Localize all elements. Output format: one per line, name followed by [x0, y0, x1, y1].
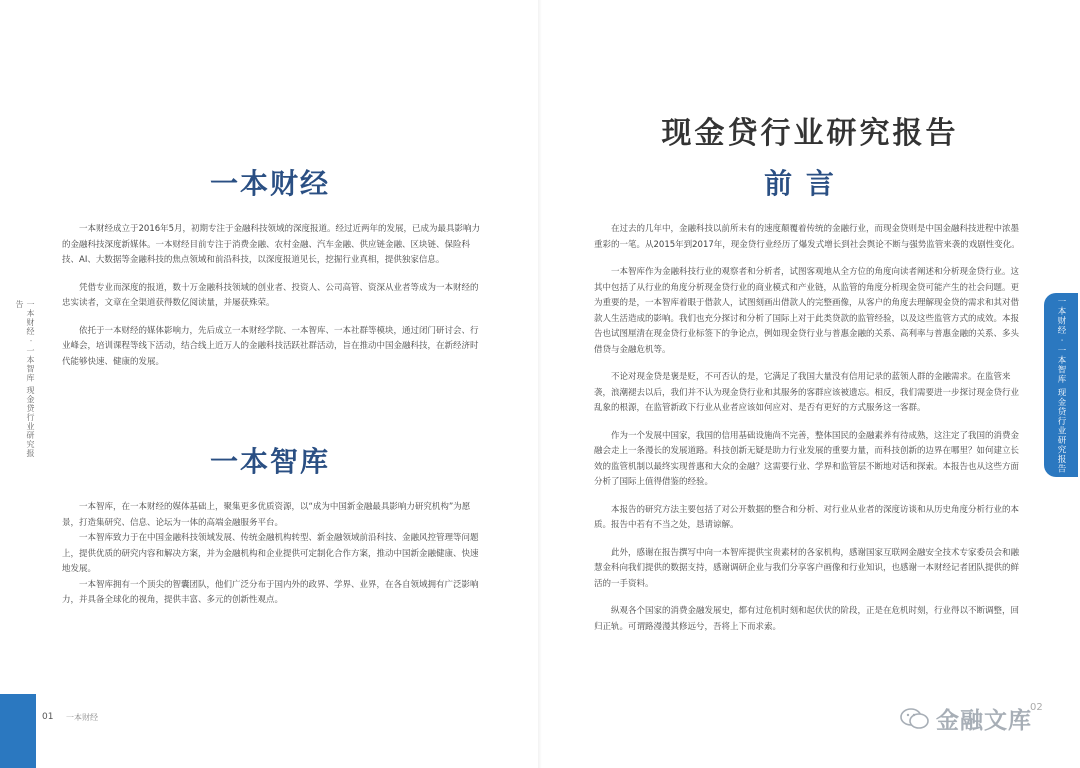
chapter-side-tab	[1044, 293, 1078, 477]
page-number-right: 02	[1030, 702, 1043, 713]
section-zhiku-body	[62, 500, 486, 609]
paragraph: 一本财经成立于2016年5月，初期专注于金融科技领域的深度报道。经过近两年的发展，已成为最具影响力的金融科技深度新媒体。一本财经目前专注于消费金融、农村金融、汽车金融、供应链金融、区块链、保险科技、AI、大数据等金融科技的焦点领域和前沿科技，以深度报道见长，挖掘行业真相，提供独家信息。	[62, 224, 481, 265]
wechat-icon	[900, 707, 930, 731]
heading-yiben-zhiku: 一本智库	[209, 445, 330, 478]
watermark-text: 金融文库	[936, 708, 1032, 734]
paragraph: 一本智库拥有一个顶尖的智囊团队，他们广泛分布于国内外的政界、学界、业界，在各自领域拥有广泛影响力，并具备全球化的视角，提供丰富、多元的创新性观点。	[62, 579, 479, 605]
watermark	[900, 702, 1032, 735]
chapter-side-tab-label: 一本财经 · 一本智库 现金贷行业研究报告	[1056, 296, 1066, 474]
left-side-label: 一本财经 · 一本智库 现金贷行业研究报告	[15, 300, 35, 459]
heading-preface: 前 言	[764, 167, 836, 200]
preface-body	[594, 222, 1022, 635]
paragraph: 一本智库致力于在中国金融科技领域发展、传统金融机构转型、新金融领域前沿科技、金融风控管理等问题上，提供优质的研究内容和解决方案，并为金融机构和企业提供可定制化合作方案，推动中国新金融健康、快速地发展。	[62, 533, 479, 574]
footer-brand: 一本财经	[66, 713, 98, 722]
heading-yiben-caijing: 一本财经	[209, 167, 330, 200]
section-caijing-body	[62, 222, 486, 370]
report-title: 现金贷行业研究报告	[661, 116, 959, 151]
footer-color-block	[0, 694, 36, 768]
paragraph: 依托于一本财经的媒体影响力，先后成立一本财经学院、一本智库、一本社群等模块，通过闭门研讨会、行业峰会，培训课程等线下活动，结合线上近万人的金融科技活跃社群活动，旨在推动中国金融科技，在新经济时代能够快速、健康的发展。	[62, 325, 479, 367]
paragraph: 本报告的研究方法主要包括了对公开数据的整合和分析、对行业从业者的深度访谈和从历史角度分析行业的本质。报告中若有不当之处，恳请谅解。	[594, 504, 1020, 530]
page-gutter	[538, 0, 542, 768]
paragraph: 纵观各个国家的消费金融发展史，都有过危机时刻和起伏伏的阶段，正是在危机时刻，行业得以不断调整，回归正轨。可谓路漫漫其修远兮，吾将上下而求索。	[594, 606, 1020, 632]
paragraph: 凭借专业而深度的报道，数十万金融科技领域的创业者、投资人、公司高管、资深从业者等成为一本财经的忠实读者，文章在全渠道获得数亿阅读量，并屡获殊荣。	[62, 282, 479, 308]
page-number: 01	[42, 712, 54, 722]
paragraph: 在过去的几年中，金融科技以前所未有的速度颠覆着传统的金融行业，而现金贷则是中国金融科技进程中浓墨重彩的一笔。从2015年到2017年，现金贷行业经历了爆发式增长到社会舆论不断与强势监管来袭的戏剧性变化。	[594, 224, 1020, 250]
paragraph: 一本智库，在一本财经的媒体基础上，聚集更多优质资源，以“成为中国新金融最具影响力研究机构”为愿景，打造集研究、信息、论坛为一体的高端金融服务平台。	[62, 502, 471, 528]
paragraph: 不论对现金贷是褒是贬，不可否认的是，它满足了我国大量没有信用记录的蓝领人群的金融需求。在监管来袭，浪潮褪去以后，我们并不认为现金贷行业和其服务的客群应该被遗忘。相反，我们需要进一步探讨现金贷行业乱象的根源，在监管新政下行业从业者应该如何应对、是否有更好的方式服务这一客群。	[594, 372, 1020, 413]
paragraph: 此外，感谢在报告撰写中向一本智库提供宝贵素材的各家机构，感谢国家互联网金融安全技术专家委员会和融慧金科向我们提供的数据支持，感谢调研企业与我们分享客户画像和行业知识，也感谢一本财经记者团队提供的鲜活的一手资料。	[594, 547, 1020, 589]
paragraph: 一本智库作为金融科技行业的观察者和分析者，试图客观地从全方位的角度向读者阐述和分析现金贷行业。这其中包括了从行业的角度分析现金贷行业的商业模式和产业链，从监管的角度分析现金贷可能产生的社会问题。更为重要的是，一本智库着眼于借款人，试图刻画出借款人的完整画像，从客户的角度去理解现金贷的需求和其对借款人生活造成的影响。我们也充分探讨和分析了国际上对于此类贷款的监管经验，以及这些监管方式的成效。本报告也试图厘清在现金贷行业标签下的争论点，例如现金贷行业与普惠金融的关系、高利率与普惠金融的关系、多头借贷与金融危机等。	[594, 267, 1020, 355]
paragraph: 作为一个发展中国家，我国的信用基础设施尚不完善，整体国民的金融素养有待成熟，这注定了我国的消费金融会走上一条漫长的发展道路。科技创新无疑是助力行业发展的重要力量，而科技创新的边界在哪里？如何建立长效的监管机制以最终实现普惠和大众的金融？这需要行业、学界和监管层不断地对话和探索。本报告也从这些方面分析了国际上值得借鉴的经验。	[594, 430, 1020, 487]
